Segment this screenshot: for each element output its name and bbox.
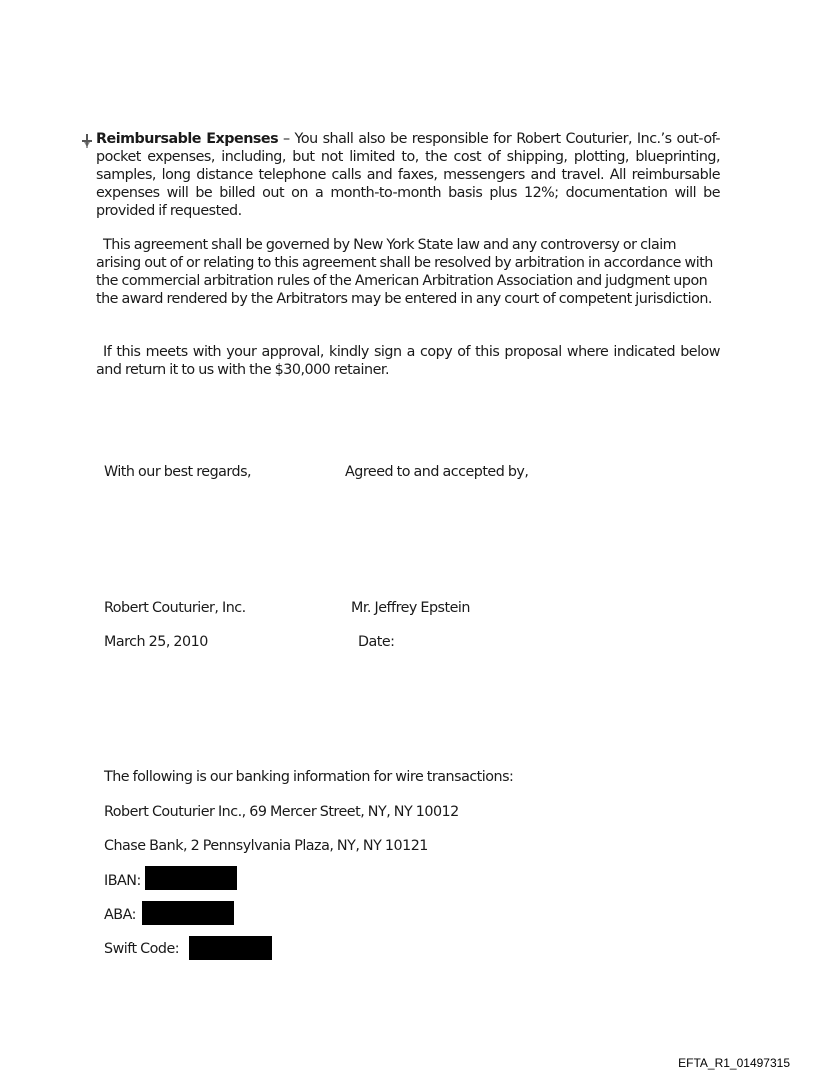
left-closing: With our best regards, [104, 464, 252, 480]
reimbursable-expenses-text: – You shall also be responsible for Robert Couturier, Inc.’s out-of-pocket expenses, including, but not limited to, the cost of shipping, plotting, blueprinting, samples, long distance telephone calls and faxes, messengers and travel. All reimbursable expenses will be billed out on a month-to-month basis plus 12%; documentation will be provided if requested. [96, 131, 720, 219]
iban-redaction [145, 866, 237, 890]
reimbursable-expenses-paragraph [96, 130, 720, 220]
aba-label: ABA: [104, 907, 136, 923]
banking-bank-line: Chase Bank, 2 Pennsylvania Plaza, NY, NY 10121 [104, 838, 428, 854]
approval-paragraph [96, 343, 720, 379]
aba-redaction [142, 901, 234, 925]
swift-code-label: Swift Code: [104, 941, 180, 957]
iban-label: IBAN: [104, 873, 141, 889]
reimbursable-expenses-heading: Reimbursable Expenses [96, 131, 279, 147]
governing-law-paragraph [96, 236, 720, 308]
left-signatory-name: Robert Couturier, Inc. [104, 600, 246, 616]
banking-intro: The following is our banking information for wire transactions: [104, 769, 514, 785]
banking-company-line: Robert Couturier Inc., 69 Mercer Street, NY, NY 10012 [104, 804, 459, 820]
governing-law-text: This agreement shall be governed by New York State law and any controversy or claim arising out of or relating to this agreement shall be resolved by arbitration in accordance with the commercial arbitration rules of the American Arbitration Association and judgment upon the award rendered by the Arbitrators may be entered in any court of competent jurisdiction. [96, 237, 713, 307]
pushpin-bullet-icon [80, 134, 94, 148]
left-signature-date: March 25, 2010 [104, 634, 208, 650]
swift-code-redaction [189, 936, 272, 960]
right-signatory-name: Mr. Jeffrey Epstein [351, 600, 470, 616]
right-closing: Agreed to and accepted by, [345, 464, 529, 480]
document-id: EFTA_R1_01497315 [678, 1056, 790, 1070]
approval-text: If this meets with your approval, kindly sign a copy of this proposal where indicated below and return it to us with the $30,000 retainer. [96, 344, 720, 378]
right-date-label: Date: [358, 634, 395, 650]
